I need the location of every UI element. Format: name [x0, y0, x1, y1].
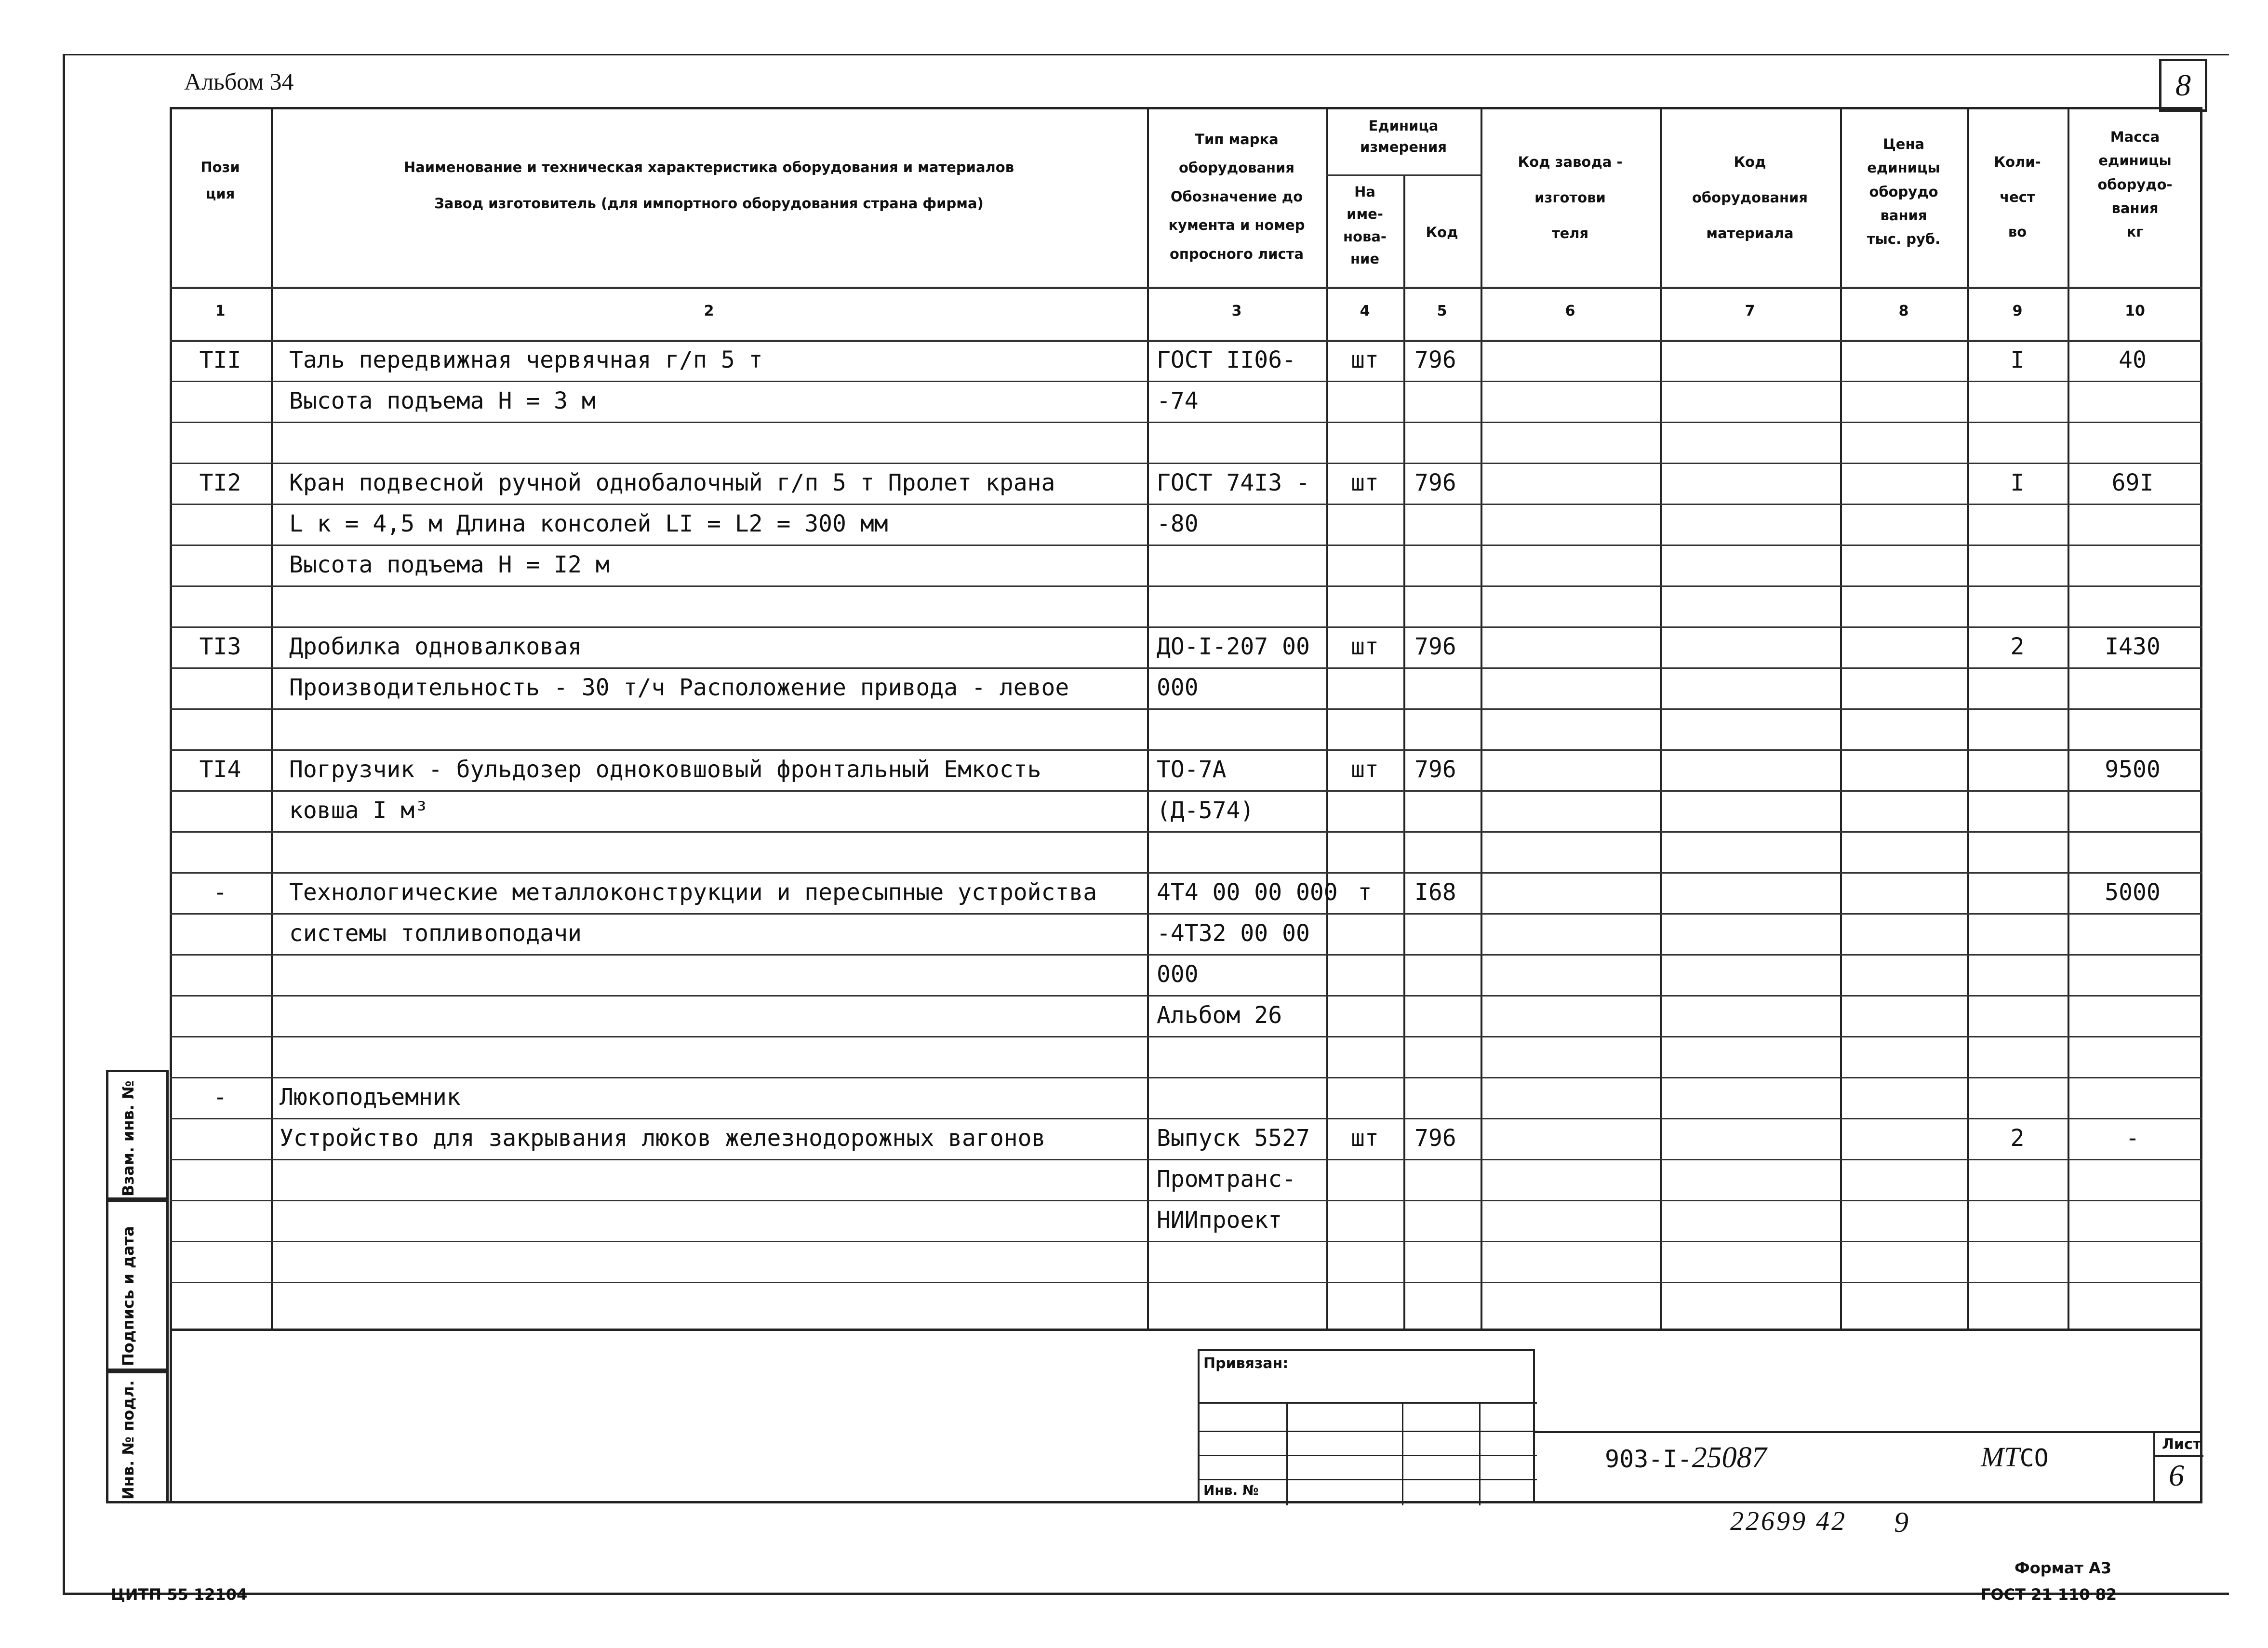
side-label-inv: Инв. № подл.: [119, 1380, 137, 1500]
col-number: 7: [1745, 303, 1755, 319]
cell-name: Люкоподъемник: [280, 1084, 461, 1111]
sheet-divider: [2155, 1455, 2203, 1457]
row-divider: [170, 545, 2202, 546]
row-divider: [170, 749, 2202, 751]
sheet-box: [2153, 1431, 2203, 1501]
cell-type: Выпуск 5527: [1157, 1125, 1310, 1152]
col-number: 9: [2012, 303, 2023, 319]
header-mass: Масса единицы оборудо- вания кг: [2097, 129, 2173, 240]
cell-type: -4Т32 00 00: [1157, 920, 1310, 947]
cell-type: НИИпроект: [1157, 1207, 1282, 1234]
row-divider: [170, 995, 2202, 997]
cell-type: 4Т4 00 00 000: [1157, 879, 1338, 906]
bottom-border: [106, 1501, 2202, 1503]
cell-name: Дробилка одновалковая: [289, 633, 582, 660]
cell-type: ТО-7А: [1157, 756, 1227, 783]
row-divider: [170, 1200, 2202, 1201]
cell-mass: 9500: [2105, 756, 2161, 783]
stamp-line: [1200, 1431, 1537, 1432]
header-divider: [1326, 174, 1481, 176]
header-equip-code: Код оборудования материала: [1692, 154, 1808, 241]
col-number: 1: [215, 303, 226, 319]
inv-no-label: Инв. №: [1203, 1482, 1259, 1498]
cell-pos: TII: [199, 346, 241, 373]
cell-type: -74: [1157, 387, 1199, 414]
col-divider: [2068, 107, 2069, 1331]
stamp-line: [1479, 1402, 1481, 1505]
cell-pos: TI3: [199, 633, 241, 660]
side-box-vzam: [106, 1070, 169, 1200]
header-divider: [170, 287, 2202, 289]
cell-unit: шт: [1351, 346, 1379, 373]
cell-name: Технологические металлоконструкции и пересыпные устройства: [289, 879, 1097, 906]
side-label-podpis: Подпись и дата: [119, 1226, 137, 1366]
cell-mass: 5000: [2105, 879, 2161, 906]
cell-name: Устройство для закрывания люков железнодорожных вагонов: [280, 1125, 1046, 1152]
cell-name: Погрузчик - бульдозер одноковшовый фронтальный Емкость: [289, 756, 1041, 783]
row-divider: [170, 708, 2202, 710]
cell-unit: шт: [1351, 756, 1379, 783]
header-type: Тип марка оборудования Обозначение до кумента и номер опросного листа: [1168, 131, 1305, 262]
binding-stamp: [1198, 1349, 1535, 1503]
cell-code: 796: [1414, 1125, 1456, 1152]
cell-mass: I430: [2105, 633, 2161, 660]
row-divider: [170, 422, 2202, 423]
cell-code: 796: [1414, 756, 1456, 783]
cell-qty: I: [2010, 469, 2025, 496]
header-unit-code: Код: [1426, 224, 1458, 240]
privyazan-label: Привязан:: [1203, 1355, 1289, 1372]
header-unit: Единица измерения: [1360, 118, 1447, 155]
cell-name: Высота подъема Н = I2 м: [289, 551, 610, 578]
document-suffix: МТСО: [1981, 1441, 2049, 1473]
cell-type: 000: [1157, 674, 1199, 701]
side-label-vzam: Взам. инв. №: [119, 1080, 137, 1196]
row-divider: [170, 1036, 2202, 1037]
cell-type: ДО-I-207 00: [1157, 633, 1310, 660]
stamp-line: [1286, 1402, 1288, 1505]
sheet-label: Лист: [2162, 1436, 2201, 1453]
row-divider: [170, 1282, 2202, 1283]
cell-name: Таль передвижная червячная г/п 5 т: [289, 346, 763, 373]
row-divider: [170, 585, 2202, 587]
cell-name: системы топливоподачи: [289, 920, 582, 947]
cell-unit: т: [1358, 879, 1372, 906]
cell-name: Кран подвесной ручной однобалочный г/п 5 т Пролет крана: [289, 469, 1055, 496]
col-number: 8: [1898, 303, 1909, 319]
stamp-line: [1200, 1479, 1537, 1480]
header-pos: Пози ция: [200, 159, 240, 202]
row-divider: [170, 626, 2202, 628]
row-divider: [170, 1118, 2202, 1119]
cell-type: -80: [1157, 510, 1199, 537]
title-line: [1535, 1431, 2202, 1433]
col-divider: [1403, 174, 1405, 1331]
cell-unit: шт: [1351, 633, 1379, 660]
header-name: Наименование и техническая характеристика оборудования и материалов Завод изготовитель (для импортного оборудования страна фирма): [403, 159, 1014, 212]
row-divider: [170, 463, 2202, 464]
cell-qty: 2: [2010, 1125, 2025, 1152]
cell-code: 796: [1414, 469, 1456, 496]
col-divider: [1481, 107, 1482, 1331]
cell-mass: 69I: [2111, 469, 2154, 496]
page-number: 8: [2159, 59, 2207, 112]
handwritten-page: 9: [1894, 1506, 1908, 1538]
side-box-podpis: [106, 1200, 169, 1371]
cell-pos: TI2: [199, 469, 241, 496]
row-divider: [170, 954, 2202, 956]
cell-name: L к = 4,5 м Длина консолей LI = L2 = 300 мм: [289, 510, 888, 537]
cell-type: (Д-574): [1157, 797, 1254, 824]
side-box-inv: [106, 1371, 169, 1503]
side-divider: [170, 1331, 172, 1502]
row-divider: [170, 913, 2202, 915]
row-divider: [170, 381, 2202, 382]
stamp-line: [1402, 1402, 1403, 1505]
cell-pos: -: [213, 1084, 227, 1111]
row-divider: [170, 504, 2202, 505]
cell-unit: шт: [1351, 469, 1379, 496]
cell-qty: I: [2010, 346, 2025, 373]
col-number: 6: [1565, 303, 1575, 319]
cell-name: ковша I м³: [289, 797, 428, 824]
cell-code: I68: [1414, 879, 1456, 906]
cell-unit: шт: [1351, 1125, 1379, 1152]
col-number: 10: [2125, 303, 2145, 319]
album-title: Альбом 34: [184, 68, 294, 95]
row-divider: [170, 831, 2202, 833]
cell-type: ГОСТ II06-: [1157, 346, 1296, 373]
cell-pos: -: [213, 879, 227, 906]
cell-code: 796: [1414, 346, 1456, 373]
header-qty: Коли- чест во: [1994, 154, 2041, 240]
col-divider: [1660, 107, 1662, 1331]
header-plant-code: Код завода - изготови теля: [1518, 154, 1623, 241]
cell-code: 796: [1414, 633, 1456, 660]
cell-type: ГОСТ 74I3 -: [1157, 469, 1310, 496]
col-divider: [1147, 107, 1149, 1331]
row-divider: [170, 1241, 2202, 1242]
footer-format: Формат А3: [2015, 1559, 2112, 1577]
header-price: Цена единицы оборудо вания тыс. руб.: [1867, 136, 1941, 248]
footer-gost: ГОСТ 21 110 82: [1981, 1585, 2117, 1604]
header-unit-name: На име- нова- ние: [1343, 184, 1387, 267]
row-divider: [170, 872, 2202, 874]
col-number: 5: [1437, 303, 1447, 319]
cell-mass: 40: [2119, 346, 2147, 373]
cell-type: 000: [1157, 961, 1199, 988]
footer-left: ЦИТП 55 12104: [111, 1585, 248, 1604]
header-divider: [170, 340, 2202, 342]
stamp-line: [1200, 1402, 1537, 1404]
row-divider: [170, 790, 2202, 792]
row-divider: [170, 1077, 2202, 1078]
cell-type: Промтранс-: [1157, 1166, 1296, 1193]
col-divider: [271, 107, 273, 1331]
cell-name: Высота подъема Н = 3 м: [289, 387, 596, 414]
cell-pos: TI4: [199, 756, 241, 783]
cell-mass: -: [2125, 1125, 2140, 1152]
col-number: 3: [1231, 303, 1242, 319]
col-number: 2: [704, 303, 714, 319]
row-divider: [170, 1159, 2202, 1160]
cell-name: Производительность - 30 т/ч Расположение привода - левое: [289, 674, 1069, 701]
cell-type: Альбом 26: [1157, 1002, 1282, 1029]
col-number: 4: [1360, 303, 1370, 319]
stamp-line: [1200, 1455, 1537, 1456]
sheet-number: 6: [2169, 1458, 2184, 1492]
handwritten-number: 22699 42: [1730, 1506, 1847, 1536]
document-code: 903-I-25087: [1605, 1441, 1767, 1474]
cell-qty: 2: [2010, 633, 2025, 660]
col-divider: [1840, 107, 1842, 1331]
row-divider: [170, 667, 2202, 669]
